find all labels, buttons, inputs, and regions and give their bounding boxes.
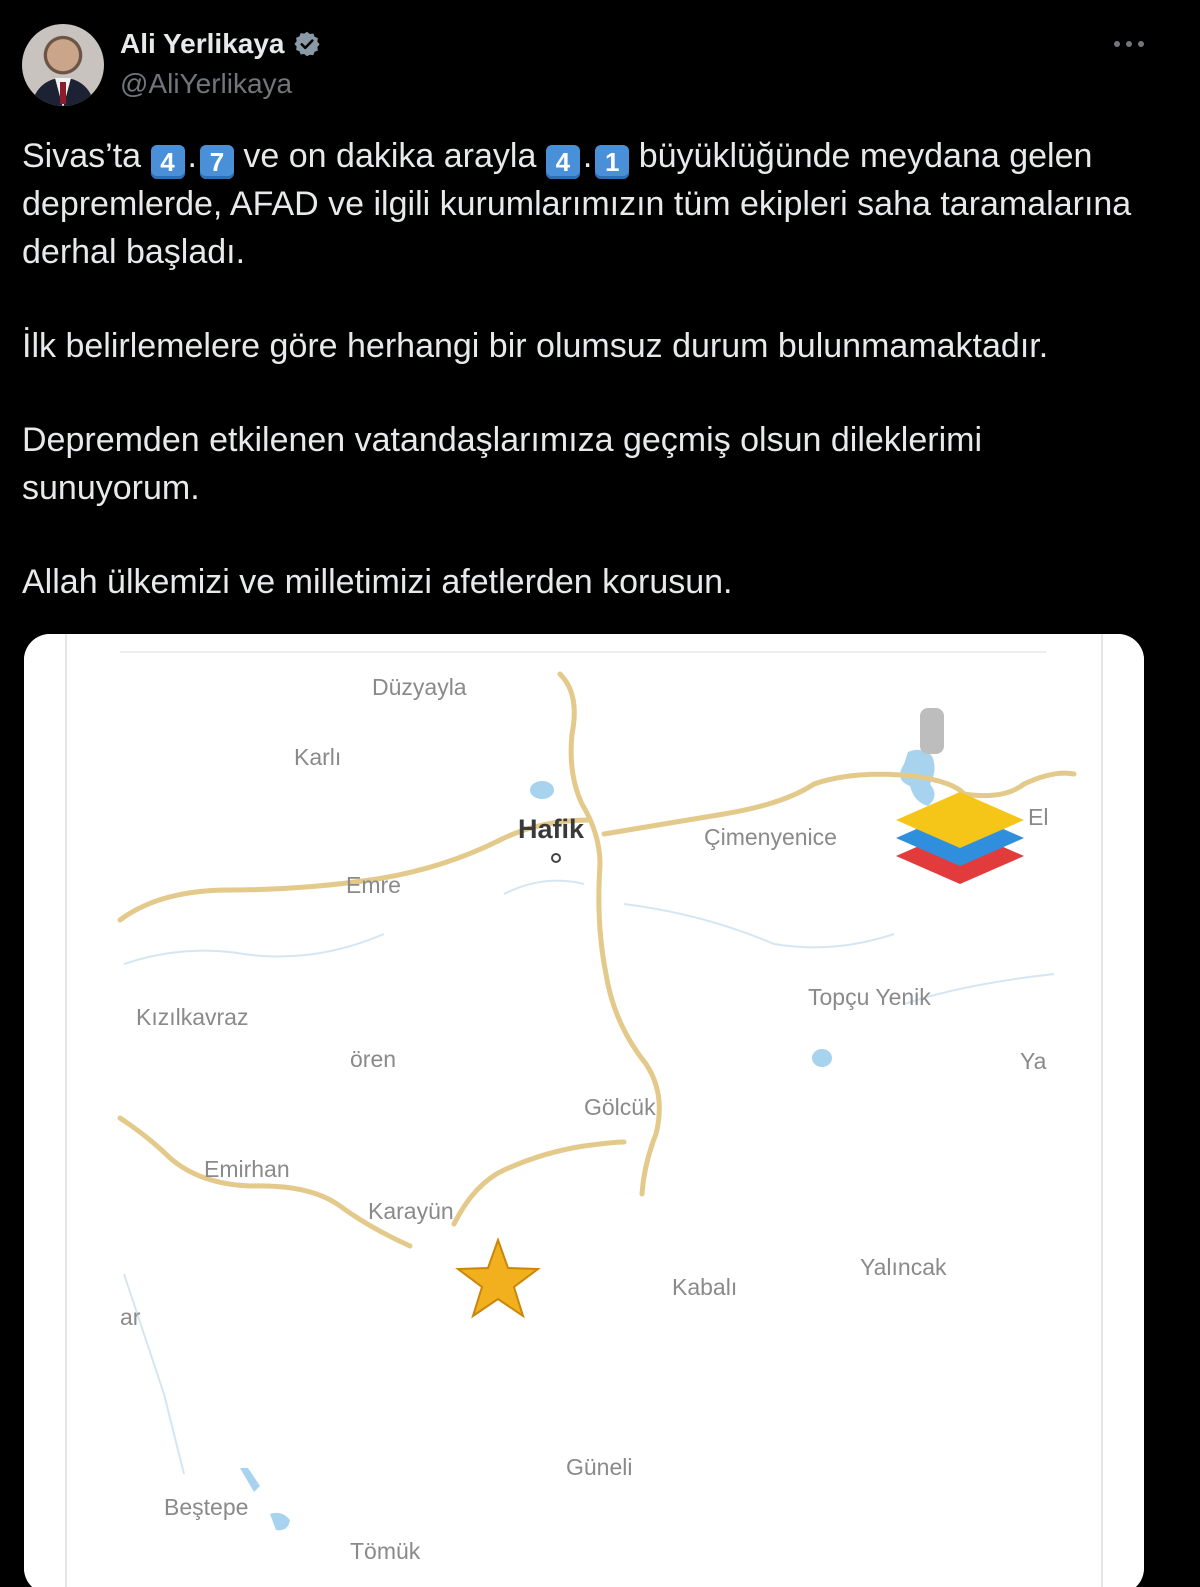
text-segment: ve on dakika arayla [243, 137, 537, 175]
verified-badge-icon [293, 30, 321, 58]
tweet-paragraph-1 [22, 132, 1162, 276]
place-label: Kabalı [672, 1274, 738, 1300]
place-label: Çimenyenice [704, 824, 837, 850]
decimal-point: . [582, 137, 593, 175]
place-label: Tömük [350, 1538, 421, 1564]
place-label: El [1028, 804, 1049, 830]
scroll-handle-icon [920, 708, 944, 754]
keycap-digit-icon: 4 [151, 145, 185, 179]
place-label: ören [350, 1046, 397, 1072]
tweet-text [22, 132, 1162, 652]
tweet-paragraph-3: Depremden etkilenen vatandaşlarımıza geçmiş olsun dileklerimi sunuyorum. [22, 421, 983, 507]
keycap-digit-icon: 4 [546, 145, 580, 179]
place-label: Topçu Yenik [808, 984, 931, 1010]
map-image[interactable] [24, 634, 1144, 1587]
author-display-name[interactable]: Ali Yerlikaya [120, 28, 285, 59]
place-label: Ya [1020, 1048, 1047, 1074]
place-label: ar [120, 1304, 141, 1330]
place-label-major: Hafik [518, 814, 585, 844]
decimal-point: . [187, 137, 197, 175]
place-label: Yalıncak [860, 1254, 947, 1280]
text-segment: büyüklüğünde meydana gelen depremlerde, AFAD ve ilgili kurumlarımızın tüm ekipleri saha taramalarına derhal başladı. [22, 137, 1132, 271]
tweet-paragraph-2: İlk belirlemelere göre herhangi bir olumsuz durum bulunmamaktadır. [22, 327, 1049, 365]
author-name-row [120, 28, 321, 60]
keycap-digit-icon: 7 [200, 145, 234, 179]
keycap-digit-icon: 1 [595, 145, 629, 179]
place-label: Gölcük [584, 1094, 656, 1120]
avatar-tie [60, 82, 66, 104]
place-label: Karlı [294, 744, 342, 770]
text-segment: Sivas’ta [22, 137, 142, 175]
place-label: Kızılkavraz [136, 1004, 249, 1030]
avatar[interactable] [22, 24, 104, 106]
author-handle[interactable]: @AliYerlikaya [120, 68, 293, 99]
place-label: Güneli [566, 1454, 633, 1480]
place-label: Düzyayla [372, 674, 467, 700]
place-label: Emre [346, 872, 401, 898]
place-label: Karayün [368, 1198, 454, 1224]
place-label: Beştepe [164, 1494, 249, 1520]
more-options-icon[interactable] [1112, 34, 1146, 54]
place-label: Emirhan [204, 1156, 290, 1182]
tweet-paragraph-4: Allah ülkemizi ve milletimizi afetlerden korusun. [22, 563, 733, 601]
